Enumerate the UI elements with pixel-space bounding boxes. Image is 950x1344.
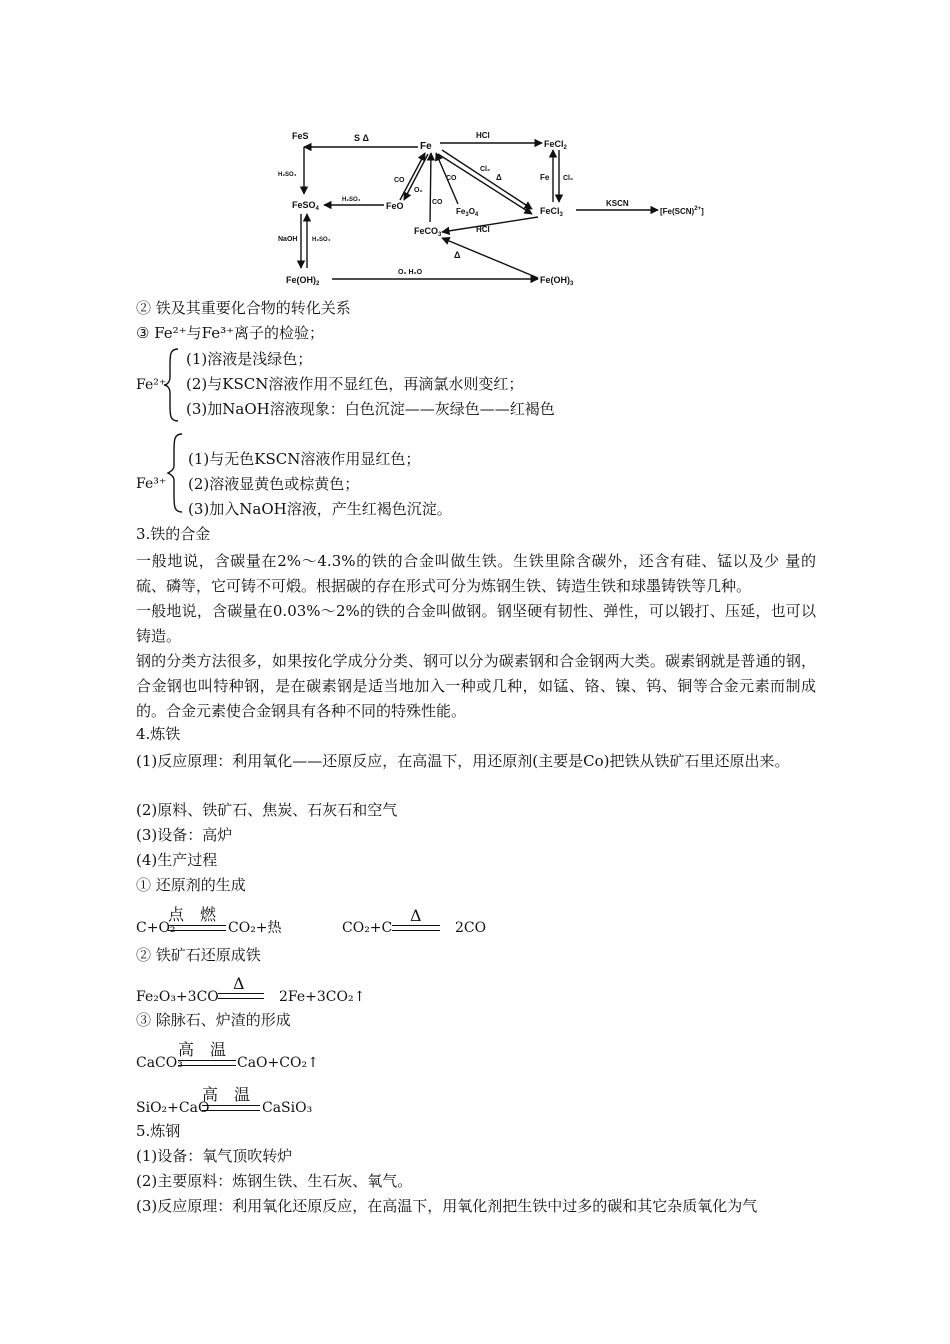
fe3-item-1: (1)与无色KSCN溶液作用显红色； [188, 450, 421, 468]
node-fe: Fe [420, 141, 432, 152]
fe3-item-2: (2)溶液显黄色或棕黄色； [188, 475, 360, 493]
fe3-label: Fe³⁺ [136, 476, 167, 492]
eq5-double-line [202, 1105, 260, 1111]
eq1-right: CO₂+热 [228, 920, 282, 936]
label-h2so4-down: H₂SO₄ [312, 237, 331, 243]
eq5-left: SiO₂+CaO [136, 1100, 210, 1116]
label-h2so4-mid: H₂SO₄ [342, 197, 361, 203]
eq1-double-line [168, 925, 226, 931]
label-cl2-right: Cl₂ [563, 175, 574, 182]
eq4-right: CaO+CO₂↑ [237, 1055, 319, 1071]
eq3-right: 2Fe+3CO₂↑ [279, 989, 366, 1005]
eq4-double-line [178, 1060, 236, 1066]
arrow-fecl3-to-feco3 [442, 217, 538, 232]
eq2-left: CO₂+C [342, 920, 393, 936]
fe3-item-3: (3)加入NaOH溶液，产生红褐色沉淀。 [188, 500, 452, 518]
label-co-mid: CO [432, 199, 443, 206]
fe2-brace [162, 347, 182, 423]
eq1-left: C+O₂ [136, 920, 176, 936]
iron-conversion-diagram [270, 122, 730, 292]
fe3-brace [166, 432, 186, 514]
eq2-condition: Δ [410, 906, 422, 925]
label-o2: O₂ [414, 187, 423, 194]
para-ironmaking-principle: (1)反应原理：利用氧化——还原反应，在高温下，用还原剂(主要是Co)把铁从铁矿石里还原出来。 [136, 752, 790, 770]
label-hcl-mid: HCl [476, 225, 490, 234]
heading-ironmaking: 4.炼铁 [136, 725, 181, 743]
para-steel-classification: 钢的分类方法很多，如果按化学成分分类、钢可以分为碳素钢和合金钢两大类。碳素钢就是普通的钢，合金钢也叫特种钢，是在碳素钢是适当地加入一种或几种，如锰、铬、镍、钨、铜等合金元素而制成的。合金元素使合金钢具有各种不同的特殊性能。 [136, 652, 816, 720]
node-feoh3: $Fe(OH)_3$ [540, 275, 574, 287]
arrow-fe-to-fecl3-b [438, 154, 532, 214]
eq4-condition: 高 温 [178, 1040, 227, 1059]
para-steel-principle: (3)反应原理：利用氧化还原反应，在高温下，用氧化剂把生铁中过多的碳和其它杂质氧化为气 [136, 1197, 758, 1215]
label-o2-h2o: O₂ H₂O [398, 269, 423, 276]
para-equipment: (3)设备：高炉 [136, 826, 233, 844]
node-feco3: FeCO$_3$ [414, 226, 442, 238]
eq5-condition: 高 温 [202, 1085, 251, 1104]
node-fe3o4: $Fe_3O_4$ [456, 207, 479, 218]
label-s-delta: S Δ [354, 133, 369, 143]
label-co-diag: CO [446, 175, 457, 182]
eq3-double-line [218, 993, 264, 999]
node-fescn: [Fe(SCN)$^{2+}$] [660, 206, 704, 216]
node-feo: FeO [386, 201, 404, 211]
fe2-label: Fe²⁺ [136, 377, 167, 393]
label-delta-mid: Δ [454, 250, 461, 260]
label-fe: Fe [540, 173, 550, 182]
fe2-item-3: (3)加NaOH溶液现象：白色沉淀——灰绿色——红褐色 [186, 400, 555, 418]
para-raw-materials: (2)原料、铁矿石、焦炭、石灰石和空气 [136, 801, 398, 819]
eq3-condition: Δ [233, 974, 245, 993]
label-h2so4-left: H₂SO₄ [278, 172, 297, 178]
label-cl2: Cl₂ [480, 166, 491, 173]
label-delta-cl2: Δ [496, 173, 502, 182]
node-fecl3: FeCl$_3$ [540, 206, 563, 218]
label-hcl-top: HCl [476, 131, 490, 140]
fe2-item-1: (1)溶液是浅绿色； [186, 350, 313, 368]
section-ion-test-title: ③ Fe²⁺与Fe³⁺离子的检验； [136, 324, 325, 342]
para-steel-equipment: (1)设备：氧气顶吹转炉 [136, 1147, 293, 1165]
eq3-left: Fe₂O₃+3CO [136, 989, 219, 1005]
para-slag: ③ 除脉石、炉渣的形成 [136, 1011, 291, 1029]
fe2-item-2: (2)与KSCN溶液作用不显红色，再滴氯水则变红； [186, 375, 524, 393]
eq2-right: 2CO [455, 920, 487, 936]
eq4-left: CaCO₃ [136, 1055, 183, 1071]
heading-steelmaking: 5.炼钢 [136, 1122, 181, 1140]
para-steel-materials: (2)主要原料：炼钢生铁、生石灰、氧气。 [136, 1172, 413, 1190]
node-fecl2-top: FeCl$_2$ [544, 139, 567, 151]
para-process: (4)生产过程 [136, 851, 218, 869]
eq5-right: CaSiO₃ [262, 1100, 313, 1116]
para-ore-reduction: ② 铁矿石还原成铁 [136, 946, 261, 964]
label-co-left: CO [394, 177, 405, 184]
node-fes: FeS [292, 131, 309, 141]
heading-iron-alloy: 3.铁的合金 [136, 525, 211, 543]
eq1-condition: 点 燃 [168, 905, 217, 924]
label-naoh: NaOH [278, 236, 298, 243]
node-feoh2: $Fe(OH)_2$ [286, 275, 320, 287]
arrow-feco3-to-fe [430, 153, 431, 222]
section-conversion-title: ② 铁及其重要化合物的转化关系 [136, 299, 351, 317]
para-reductant: ① 还原剂的生成 [136, 876, 246, 894]
node-feso4: FeSO$_4$ [292, 200, 319, 212]
para-pig-iron: 一般地说，含碳量在2%～4.3%的铁的合金叫做生铁。生铁里除含碳外，还含有硅、锰以及少 量的硫、磷等，它可铸不可煅。根据碳的存在形式可分为炼钢生铁、铸造生铁和球墨铸铁等几种。 [136, 552, 816, 595]
label-kscn: KSCN [606, 199, 629, 208]
para-steel: 一般地说，含碳量在0.03%～2%的铁的合金叫做钢。钢坚硬有韧性、弹性，可以锻打、压延，也可以铸造。 [136, 602, 816, 645]
eq2-double-line [392, 925, 440, 931]
